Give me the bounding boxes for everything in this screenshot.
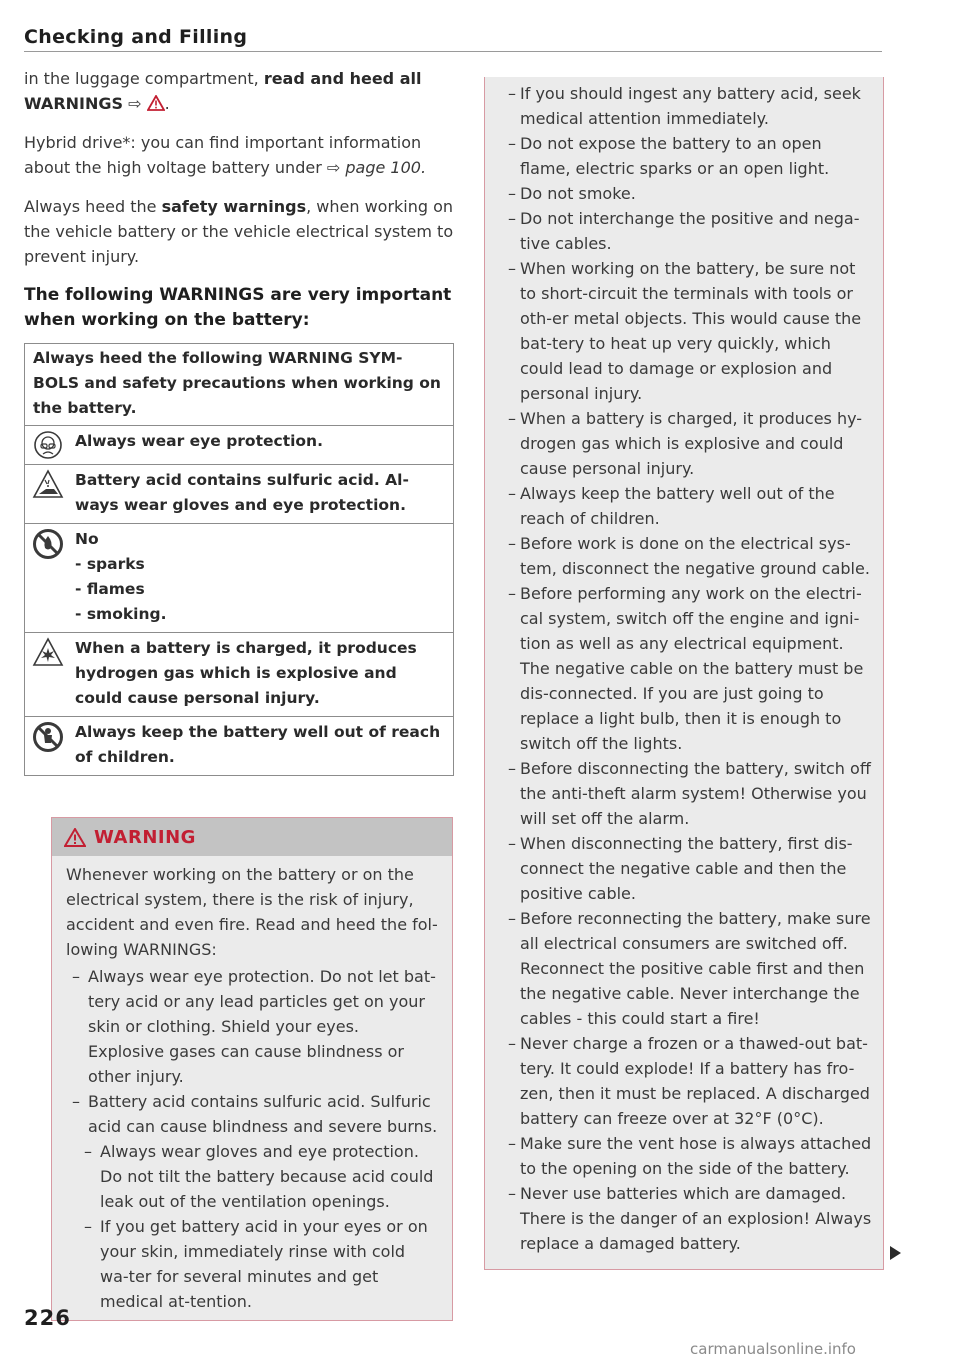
safety-text-pre: Always heed the	[24, 197, 162, 216]
table-cell-line: ways wear gloves and eye protection.	[75, 496, 406, 514]
heed-warnings-text: read and heed all WARNINGS	[24, 69, 422, 113]
table-cell-line: - flames	[75, 580, 145, 598]
warning-continuation-list	[485, 77, 883, 1256]
list-item: – If you get battery acid in your eyes or on your skin, immediately rinse with cold wa-ter for several minutes and get medical at-tention.	[66, 1214, 438, 1314]
list-item: – Before work is done on the electrical sys-tem, disconnect the negative ground cable.	[485, 531, 873, 581]
page-number: 226	[24, 1306, 71, 1330]
list-item: – Never use batteries which are damaged. There is the danger of an explosion! Always replace a damaged battery.	[485, 1181, 873, 1256]
list-item: – Always wear eye protection. Do not let bat-tery acid or any lead particles get on your skin or clothing. Shield your eyes. Explosive gases can cause blindness or other injury.	[66, 964, 438, 1089]
table-row	[25, 717, 454, 776]
list-item: – Never charge a frozen or a thawed-out bat-tery. It could explode! If a battery has fro-zen, then it must be replaced. A discharged battery can freeze over at 32°F (0°C).	[485, 1031, 873, 1131]
warnings-heading: The following WARNINGS are very important when working on the battery:	[24, 285, 452, 330]
warning-triangle-icon	[147, 95, 165, 111]
table-row	[25, 524, 454, 633]
table-cell-line: - smoking.	[75, 605, 167, 623]
hybrid-text: Hybrid drive*: you can find important information about the high voltage battery under	[24, 133, 422, 177]
table-cell-line: Battery acid contains sulfuric acid. Al-	[75, 471, 409, 489]
safety-warnings-text: safety warnings	[161, 197, 307, 216]
table-row	[25, 426, 454, 465]
list-item: – Before reconnecting the battery, make sure all electrical consumers are switched off. Reconnect the positive cable first and then the negative cable. Never interchange the cables - this could start a fire!	[485, 906, 873, 1031]
left-column	[24, 66, 454, 776]
list-item: – Before disconnecting the battery, switch off the anti-theft alarm system! Otherwise you will set off the alarm.	[485, 756, 873, 831]
warning-sublist	[66, 1139, 438, 1314]
warning-header	[52, 818, 452, 856]
list-item: – Always keep the battery well out of the reach of children.	[485, 481, 873, 531]
section-title: Checking and Filling	[24, 26, 248, 48]
eye-protection-icon	[33, 430, 63, 460]
list-item: – When working on the battery, be sure not to short-circuit the terminals with tools or oth-er metal objects. This would cause the bat-tery to heat up very quickly, which could lead to damage or explosion and personal injury.	[485, 256, 873, 406]
table-cell-line: No	[75, 530, 99, 548]
header-divider	[24, 51, 882, 52]
safety-paragraph	[24, 194, 454, 269]
list-item: – When a battery is charged, it produces hy-drogen gas which is explosive and could cause personal injury.	[485, 406, 873, 481]
no-fire-icon	[32, 528, 64, 560]
keep-children-away-icon	[32, 721, 64, 753]
list-item: – If you should ingest any battery acid, seek medical attention immediately.	[485, 81, 873, 131]
table-cell-line: hydrogen gas which is explosive and	[75, 664, 397, 682]
table-cell-line: could cause personal injury.	[75, 689, 320, 707]
list-item: – Before performing any work on the electri-cal system, switch off the engine and igni-tion as well as any electrical equipment. The negative cable on the battery must be dis-connected. If you are just going to replace a light bulb, then it is enough to switch off the lights.	[485, 581, 873, 756]
table-cell-line: of children.	[75, 748, 175, 766]
list-item: – Make sure the vent hose is always attached to the opening on the side of the battery.	[485, 1131, 873, 1181]
warning-list	[66, 964, 438, 1139]
table-row	[25, 465, 454, 524]
reference-arrow: ⇨	[128, 94, 142, 113]
warning-triangle-icon	[64, 828, 86, 847]
intro-text: in the luggage compartment,	[24, 69, 264, 88]
warning-body	[52, 856, 452, 1320]
warning-intro: Whenever working on the battery or on the electrical system, there is the risk of injury, accident and even fire. Read and heed the fol-lowing WARNINGS:	[66, 865, 438, 959]
warning-symbols-table	[24, 343, 454, 776]
list-item: – Battery acid contains sulfuric acid. Sulfuric acid can cause blindness and severe burns.	[66, 1089, 438, 1139]
warning-continuation-box	[484, 77, 884, 1270]
intro-paragraph: in the luggage compartment, read and heed all WARNINGS ⇨ .	[24, 69, 422, 113]
table-row	[25, 633, 454, 717]
acid-warning-icon	[32, 469, 64, 499]
warning-box	[51, 817, 453, 1321]
warning-title: WARNING	[94, 826, 196, 848]
safety-text-post: , when working on the vehicle battery or the vehicle electrical system to prevent injury.	[24, 197, 454, 266]
page-100-link[interactable]: ⇨ page 100.	[326, 158, 427, 177]
table-header-row	[25, 344, 454, 426]
table-cell-line: - sparks	[75, 555, 145, 573]
list-item: – Do not expose the battery to an open flame, electric sparks or an open light.	[485, 131, 873, 181]
list-item: – Do not interchange the positive and nega-tive cables.	[485, 206, 873, 256]
list-item: – When disconnecting the battery, first dis-connect the negative cable and then the positive cable.	[485, 831, 873, 906]
list-item: – Do not smoke.	[485, 181, 873, 206]
table-header-cell: Always heed the following WARNING SYM-BOLS and safety precautions when working on the battery.	[25, 344, 454, 426]
watermark: carmanualsonline.info	[690, 1340, 856, 1358]
explosive-gas-icon	[32, 637, 64, 667]
table-cell-line: Always keep the battery well out of reach	[75, 723, 441, 741]
hybrid-paragraph	[24, 130, 454, 180]
list-item: – Always wear gloves and eye protection. Do not tilt the battery because acid could leak out of the ventilation openings.	[66, 1139, 438, 1214]
table-cell-line: Always wear eye protection.	[75, 432, 323, 450]
continue-arrow-icon[interactable]	[890, 1246, 901, 1260]
table-cell-line: When a battery is charged, it produces	[75, 639, 417, 657]
